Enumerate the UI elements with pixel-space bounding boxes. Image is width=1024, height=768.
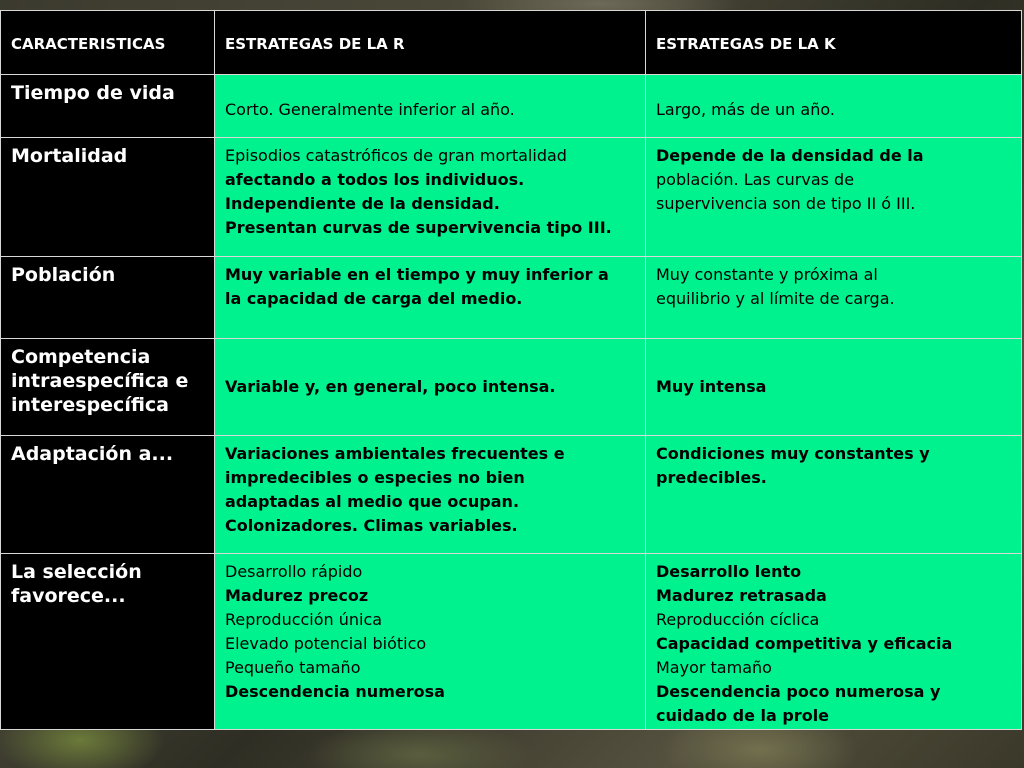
comparison-table [0, 10, 1022, 730]
cell-line: Muy variable en el tiempo y muy inferior a [225, 265, 609, 284]
cell-line: Pequeño tamaño [225, 658, 361, 677]
cell-line: afectando a todos los individuos. [225, 170, 525, 189]
cell-line: Capacidad competitiva y eficacia [656, 634, 953, 653]
r-cell [215, 257, 646, 339]
row-label-line: Mortalidad [11, 145, 128, 167]
r-cell [215, 339, 646, 436]
cell-line: Presentan curvas de supervivencia tipo III. [225, 218, 612, 237]
table-row [1, 138, 1022, 257]
header-row [1, 11, 1022, 75]
cell-line: Muy intensa [656, 377, 767, 396]
table-row [1, 554, 1022, 730]
cell-line: Reproducción única [225, 610, 383, 629]
table-row [1, 75, 1022, 138]
header-r-strategists: ESTRATEGAS DE LA R [215, 11, 646, 75]
cell-line: la capacidad de carga del medio. [225, 289, 523, 308]
cell-line: Descendencia poco numerosa y [656, 682, 941, 701]
cell-line: cuidado de la prole [656, 706, 830, 725]
cell-line: Muy constante y próxima al [656, 265, 878, 284]
table-row [1, 339, 1022, 436]
k-cell [646, 554, 1022, 730]
row-label-line: Población [11, 264, 116, 286]
r-cell [215, 138, 646, 257]
row-label-line: interespecífica [11, 394, 170, 416]
cell-line: impredecibles o especies no bien [225, 468, 525, 487]
row-label-line: Adaptación a... [11, 443, 174, 465]
row-label-line: intraespecífica e [11, 370, 189, 392]
row-label [1, 138, 215, 257]
row-label [1, 554, 215, 730]
cell-line: Desarrollo lento [656, 562, 802, 581]
cell-line: Independiente de la densidad. [225, 194, 500, 213]
header-k-strategists: ESTRATEGAS DE LA K [646, 11, 1022, 75]
r-cell [215, 554, 646, 730]
row-label [1, 436, 215, 554]
cell-line: Variable y, en general, poco intensa. [225, 377, 556, 396]
cell-line: Reproducción cíclica [656, 610, 820, 629]
row-label-line: Competencia [11, 346, 151, 368]
cell-line: predecibles. [656, 468, 767, 487]
row-label [1, 339, 215, 436]
cell-line: Variaciones ambientales frecuentes e [225, 444, 565, 463]
cell-line: Mayor tamaño [656, 658, 772, 677]
cell-line: Descendencia numerosa [225, 682, 445, 701]
cell-line: población. Las curvas de [656, 170, 855, 189]
k-cell [646, 138, 1022, 257]
cell-line: Condiciones muy constantes y [656, 444, 930, 463]
cell-line: equilibrio y al límite de carga. [656, 289, 895, 308]
row-label [1, 75, 215, 138]
cell-line: adaptadas al medio que ocupan. [225, 492, 520, 511]
k-cell [646, 257, 1022, 339]
cell-line: Colonizadores. Climas variables. [225, 516, 518, 535]
row-label-line: favorece... [11, 585, 126, 607]
cell-line: Corto. Generalmente inferior al año. [225, 100, 515, 119]
cell-line: Desarrollo rápido [225, 562, 363, 581]
row-label-line: Tiempo de vida [11, 82, 175, 104]
cell-line: Largo, más de un año. [656, 100, 835, 119]
cell-line: Episodios catastróficos de gran mortalidad [225, 146, 567, 165]
cell-line: Depende de la densidad de la [656, 146, 924, 165]
row-label-line: La selección [11, 561, 142, 583]
cell-line: supervivencia son de tipo II ó III. [656, 194, 916, 213]
cell-line: Madurez precoz [225, 586, 369, 605]
k-cell [646, 75, 1022, 138]
table-row [1, 436, 1022, 554]
k-cell [646, 436, 1022, 554]
table-row [1, 257, 1022, 339]
r-cell [215, 75, 646, 138]
cell-line: Madurez retrasada [656, 586, 827, 605]
k-cell [646, 339, 1022, 436]
r-cell [215, 436, 646, 554]
row-label [1, 257, 215, 339]
cell-line: Elevado potencial biótico [225, 634, 427, 653]
header-characteristics: CARACTERISTICAS [1, 11, 215, 75]
